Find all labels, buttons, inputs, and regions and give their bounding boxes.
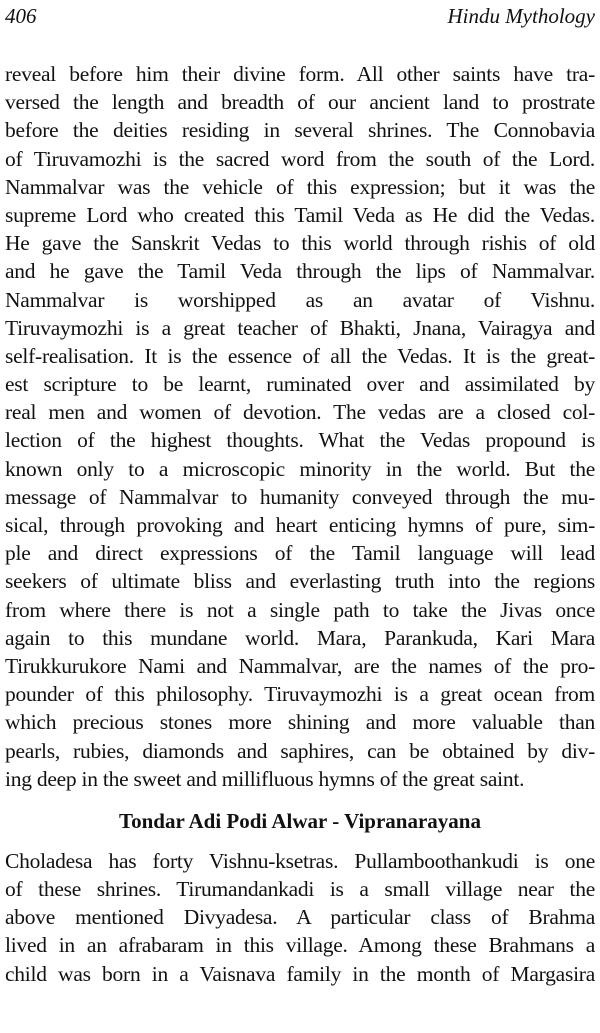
- text-line: reveal before him their divine form. All other saints have tra-: [5, 62, 595, 86]
- text-line: above mentioned Divyadesa. A particular class of Brahma: [5, 905, 595, 930]
- text-line: Tirukkurukore Nami and Nammalvar, are the names of the pro-: [5, 653, 595, 678]
- text-line: from where there is not a single path to take the Jivas once: [5, 597, 595, 622]
- running-title: Hindu Mythology: [447, 4, 595, 28]
- text-line: ing deep in the sweet and millifluous hymns of the great saint.: [5, 766, 525, 791]
- text-line: message of Nammalvar to humanity conveyed through the mu-: [5, 484, 595, 509]
- text-line: ple and direct expressions of the Tamil language will lead: [5, 541, 595, 566]
- text-line: of Tiruvamozhi is the sacred word from the south of the Lord.: [5, 146, 595, 171]
- text-line: pounder of this philosophy. Tiruvaymozhi is a great ocean from: [5, 682, 595, 707]
- text-line: again to this mundane world. Mara, Parankuda, Kari Mara: [5, 625, 595, 650]
- text-line: and he gave the Tamil Veda through the lips of Nammalvar.: [5, 259, 595, 284]
- text-line: sical, through provoking and heart enticing hymns of pure, sim-: [5, 513, 595, 537]
- section-heading: Tondar Adi Podi Alwar - Vipranarayana: [119, 808, 481, 833]
- page-header: [5, 4, 595, 34]
- text-line: which precious stones more shining and more valuable than: [5, 710, 595, 735]
- text-line: Tiruvaymozhi is a great teacher of Bhakti, Jnana, Vairagya and: [5, 315, 595, 340]
- text-line: self-realisation. It is the essence of all the Vedas. It is the great-: [5, 343, 595, 368]
- paragraph-nammalvar: [5, 60, 595, 793]
- text-line: Nammalvar is worshipped as an avatar of Vishnu.: [5, 287, 595, 312]
- text-line: He gave the Sanskrit Vedas to this world through rishis of old: [5, 231, 595, 256]
- page-number: 406: [5, 4, 37, 28]
- text-line: est scripture to be learnt, ruminated over and assimilated by: [5, 372, 595, 397]
- text-line: lived in an afrabaram in this village. Among these Brahmans a: [5, 933, 595, 958]
- text-line: versed the length and breadth of our ancient land to prostrate: [5, 90, 595, 115]
- text-line: real men and women of devotion. The vedas are a closed col-: [5, 400, 595, 425]
- body-text: [5, 60, 595, 988]
- text-line: child was born in a Vaisnava family in the month of Margasira: [5, 961, 595, 986]
- text-line: supreme Lord who created this Tamil Veda as He did the Vedas.: [5, 202, 595, 227]
- text-line: lection of the highest thoughts. What the Vedas propound is: [5, 428, 595, 453]
- text-line: seekers of ultimate bliss and everlasting truth into the regions: [5, 569, 595, 594]
- text-line: before the deities residing in several shrines. The Connobavia: [5, 118, 595, 143]
- paragraph-tondar-adi-podi: [5, 847, 595, 988]
- text-line: pearls, rubies, diamonds and saphires, can be obtained by div-: [5, 738, 595, 763]
- text-line: Nammalvar was the vehicle of this expression; but it was the: [5, 174, 595, 199]
- text-line: Choladesa has forty Vishnu-ksetras. Pullamboothankudi is one: [5, 848, 595, 873]
- text-line: of these shrines. Tirumandankadi is a small village near the: [5, 877, 595, 902]
- text-line: known only to a microscopic minority in the world. But the: [5, 456, 595, 481]
